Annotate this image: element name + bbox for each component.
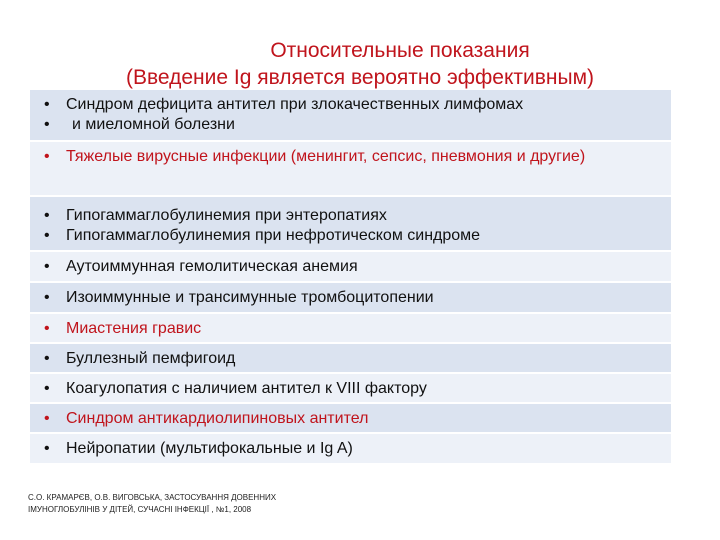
bullet: • xyxy=(44,116,50,133)
row-text: Синдром дефицита антител при злокачественных лимфомах xyxy=(66,96,524,113)
table-row-antiphospholipid xyxy=(30,404,671,434)
row-text: Миастения гравис xyxy=(66,320,202,337)
indications-table xyxy=(30,90,671,465)
citation-line-2: ІМУНОГЛОБУЛІНІВ У ДІТЕЙ, СУЧАСНІ ІНФЕКЦІЇ , №1, 2008 xyxy=(28,505,252,514)
table-row-thrombocytopenia xyxy=(30,283,671,314)
row-text: Буллезный пемфигоид xyxy=(66,350,236,367)
row-text: Синдром антикардиолипиновых антител xyxy=(66,410,369,427)
row-text: и миеломной болезни xyxy=(72,116,235,133)
table-row-myasthenia xyxy=(30,314,671,344)
row-text: Гипогаммаглобулинемия при нефротическом синдроме xyxy=(66,227,481,244)
row-text: Нейропатии (мультифокальные и Ig A) xyxy=(66,440,353,457)
table-row-neuropathy xyxy=(30,434,671,465)
title-line-1: Относительные показания xyxy=(270,39,530,62)
table-row-viral-infections xyxy=(30,142,671,197)
bullet: • xyxy=(44,350,50,367)
row-text: Аутоиммунная гемолитическая анемия xyxy=(66,258,358,275)
source-citation xyxy=(28,492,276,516)
citation-line-1: С.О. КРАМАРЄВ, О.В. ВИГОВСЬКА, ЗАСТОСУВАННЯ ДОВЕННИХ xyxy=(28,493,277,502)
row-text: Тяжелые вирусные инфекции (менингит, сепсис, пневмония и другие) xyxy=(66,148,586,165)
bullet: • xyxy=(44,96,50,113)
bullet: • xyxy=(44,289,50,306)
table-row-hypogammaglobulinemia xyxy=(30,197,671,252)
bullet: • xyxy=(44,380,50,397)
bullet: • xyxy=(44,410,50,427)
row-text: Гипогаммаглобулинемия при энтеропатиях xyxy=(66,207,387,224)
bullet: • xyxy=(44,227,50,244)
bullet: • xyxy=(44,207,50,224)
table-row-coagulopathy xyxy=(30,374,671,404)
row-text: Коагулопатия с наличием антител к VIII фактору xyxy=(66,380,427,397)
table-row-pemphigoid xyxy=(30,344,671,374)
table-row-hemolytic-anemia xyxy=(30,252,671,283)
bullet: • xyxy=(44,258,50,275)
table-row-lymphoma xyxy=(30,90,671,142)
title-line-2: (Введение Ig является вероятно эффективным) xyxy=(125,66,595,89)
bullet: • xyxy=(44,148,50,165)
bullet: • xyxy=(44,320,50,337)
row-text: Изоиммунные и трансимунные тромбоцитопении xyxy=(66,289,434,306)
bullet: • xyxy=(44,440,50,457)
